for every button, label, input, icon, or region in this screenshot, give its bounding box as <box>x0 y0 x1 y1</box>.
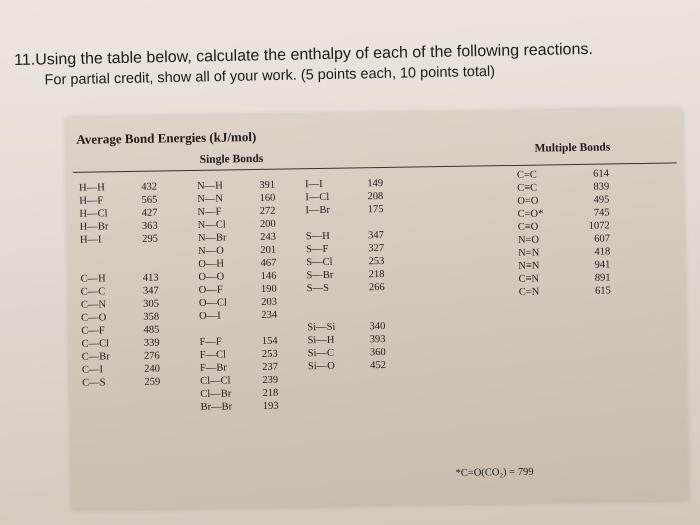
bond-energy: 253 <box>368 256 385 268</box>
bond-row <box>305 203 383 217</box>
bond-energy: 745 <box>593 207 610 219</box>
bond-label: H—Br <box>79 221 109 233</box>
bond-row <box>81 298 159 312</box>
bond-energy: 941 <box>594 259 611 271</box>
bond-energy: 190 <box>260 283 277 295</box>
bond-energy: 340 <box>369 321 386 333</box>
bond-row <box>82 376 160 390</box>
bond-energy: 495 <box>593 194 610 206</box>
single-bonds-col-3 <box>305 177 386 373</box>
bond-energy: 193 <box>262 400 279 412</box>
bond-label: C=C <box>516 169 537 181</box>
bond-row <box>198 231 276 245</box>
bond-label: F—Cl <box>199 349 227 361</box>
bond-label: Si—Si <box>307 321 336 334</box>
multiple-bonds-header: Multiple Bonds <box>534 141 611 155</box>
bond-row <box>198 257 276 271</box>
bond-label: N—N <box>197 193 224 205</box>
bond-energy: 239 <box>262 374 279 386</box>
bond-row <box>200 400 278 414</box>
bond-energy: 418 <box>594 246 611 258</box>
bond-label: N≡N <box>518 260 540 272</box>
bond-energy: 149 <box>367 178 384 190</box>
question-line-2: For partial credit, show all of your work. (5 points each, 10 points total) <box>44 63 496 89</box>
bond-label: Cl—Br <box>200 388 232 400</box>
bond-energy: 272 <box>259 205 276 217</box>
bond-energy: 363 <box>141 220 158 232</box>
bond-label: H—I <box>79 234 102 246</box>
bond-row <box>306 229 384 243</box>
bond-energy: 234 <box>261 309 278 321</box>
bond-row <box>307 281 385 295</box>
bond-row <box>199 309 277 323</box>
footnote: *C=O(CO₂) = 799 <box>455 466 534 479</box>
bond-row <box>197 179 275 193</box>
bond-row <box>306 255 384 269</box>
bond-energy: 1072 <box>588 220 610 232</box>
bond-label: Si—O <box>307 360 335 373</box>
bond-energy: 347 <box>142 285 159 297</box>
bond-label: C—S <box>82 377 106 389</box>
bond-label: O—Cl <box>198 297 228 309</box>
bond-energy: 615 <box>594 285 611 297</box>
row-gap <box>307 294 385 308</box>
bond-label: C≡C <box>517 182 538 194</box>
single-bonds-header: Single Bonds <box>199 152 264 166</box>
bond-energy: 391 <box>259 179 276 191</box>
bond-energy: 146 <box>260 270 277 282</box>
bond-label: C—F <box>81 325 105 337</box>
bond-row <box>307 320 385 334</box>
bond-label: O—I <box>199 310 221 322</box>
bond-row <box>198 218 276 232</box>
bond-row <box>307 333 385 347</box>
bond-label: O=O <box>517 195 539 207</box>
bond-row <box>79 194 157 208</box>
row-gap <box>80 246 158 260</box>
bond-energy: 485 <box>143 324 160 336</box>
bond-row <box>80 272 158 286</box>
bond-label: N—Cl <box>197 219 226 231</box>
single-bonds-col-2 <box>197 179 279 414</box>
bond-energy: 259 <box>144 376 161 388</box>
bond-label: C—N <box>80 299 107 311</box>
bond-energy: 218 <box>262 387 279 399</box>
bond-row <box>308 359 386 373</box>
bond-row <box>198 244 276 258</box>
bond-row <box>200 387 278 401</box>
bond-label: N—H <box>197 180 223 192</box>
bond-energy: 607 <box>594 233 611 245</box>
bond-row <box>306 268 384 282</box>
bond-label: I—Cl <box>305 191 330 204</box>
bond-energy: 565 <box>141 194 158 206</box>
bond-energy: 891 <box>594 272 611 284</box>
bond-label: N=O <box>517 234 540 246</box>
bond-energy: 154 <box>261 335 278 347</box>
bond-label: S—Br <box>306 269 334 282</box>
bond-row <box>200 361 278 375</box>
bond-energy: 276 <box>143 350 160 362</box>
bond-row <box>81 337 159 351</box>
bond-energy: 327 <box>368 243 385 255</box>
multiple-bonds-col <box>517 167 611 298</box>
row-gap <box>306 216 384 230</box>
bond-row <box>199 296 277 310</box>
bond-label: C≡N <box>518 273 540 285</box>
bond-energy: 243 <box>260 231 276 243</box>
bond-row <box>198 270 276 284</box>
bond-energy: 839 <box>593 181 610 193</box>
bond-energy: 393 <box>369 334 386 346</box>
bond-label: C≡O <box>517 221 539 233</box>
bond-energy: 203 <box>261 296 278 308</box>
bond-label: H—F <box>79 195 104 207</box>
single-bonds-col-1 <box>79 181 160 390</box>
bond-label: Br—Br <box>200 401 233 413</box>
bond-energy: 160 <box>259 192 276 204</box>
row-gap <box>199 322 277 336</box>
bond-label: Cl—Cl <box>200 375 231 387</box>
bond-label: C—I <box>81 364 104 376</box>
bond-label: N—O <box>198 245 224 257</box>
bond-label: C=O* <box>517 208 544 220</box>
bond-energy: 237 <box>262 361 279 373</box>
bond-label: Si—H <box>307 334 335 347</box>
bond-label: O—F <box>198 284 223 296</box>
bond-energy: 452 <box>370 360 387 372</box>
bond-row <box>82 350 160 364</box>
bond-label: F—Br <box>199 362 227 374</box>
bond-row <box>305 190 383 204</box>
bond-row <box>81 324 159 338</box>
bond-label: H—H <box>79 182 105 194</box>
bond-row <box>197 205 275 219</box>
bond-row <box>305 177 383 191</box>
bond-row <box>81 311 159 325</box>
row-gap <box>307 307 385 321</box>
question-line-1: 11.Using the table below, calculate the enthalpy of each of the following reactions. <box>14 40 594 69</box>
bond-energy: 208 <box>367 191 384 203</box>
bond-energy: 295 <box>142 233 158 245</box>
bond-label: C—O <box>81 312 107 324</box>
bond-label: F—F <box>199 336 222 348</box>
bond-row <box>80 233 158 247</box>
bond-energy: 358 <box>143 311 160 323</box>
bond-energy: 175 <box>367 204 384 216</box>
bond-label: Si—C <box>307 347 335 360</box>
bond-label: H—Cl <box>79 208 108 220</box>
bond-energy: 413 <box>142 272 159 284</box>
bond-energy-table <box>66 108 688 510</box>
bond-label: I—I <box>304 178 323 191</box>
bond-energy: 200 <box>259 218 276 230</box>
bond-label: N—F <box>197 206 222 218</box>
bond-energy: 347 <box>368 230 384 242</box>
bond-label: N—Br <box>197 232 227 244</box>
bond-label: S—F <box>306 243 329 256</box>
bond-label: S—H <box>305 230 330 243</box>
table-title: Average Bond Energies (kJ/mol) <box>76 129 257 147</box>
bond-row <box>199 335 277 349</box>
bond-label: O—H <box>198 258 225 270</box>
bond-label: N=N <box>518 247 540 259</box>
bond-row <box>308 346 386 360</box>
bond-energy: 339 <box>143 337 160 349</box>
bond-row <box>79 181 157 195</box>
bond-label: I—Br <box>305 204 331 217</box>
bond-energy: 253 <box>261 348 278 360</box>
bond-label: C—Cl <box>81 338 110 350</box>
bond-label: S—Cl <box>306 256 333 269</box>
bond-row <box>80 220 158 234</box>
bond-row <box>81 285 159 299</box>
bond-label: C—H <box>80 273 106 285</box>
bond-energy: 266 <box>368 282 385 294</box>
bond-label: O—O <box>198 271 225 283</box>
bond-energy: 614 <box>593 168 610 180</box>
bond-row <box>197 192 275 206</box>
bond-energy: 305 <box>143 298 160 310</box>
bond-energy: 427 <box>141 207 158 219</box>
bond-energy: 467 <box>260 257 277 269</box>
bond-energy: 201 <box>260 244 277 256</box>
bond-row <box>82 363 160 377</box>
bond-row <box>200 348 278 362</box>
bond-energy: 218 <box>368 269 385 281</box>
bond-label: S—S <box>306 282 329 295</box>
bond-energy: 432 <box>141 181 158 193</box>
bond-label: C=N <box>518 286 540 298</box>
bond-label: C—Br <box>81 351 110 363</box>
bond-energy: 240 <box>144 363 161 375</box>
bond-row <box>519 284 611 298</box>
bond-energy: 360 <box>369 347 386 359</box>
bond-row <box>200 374 278 388</box>
row-gap <box>80 259 158 273</box>
bond-row <box>199 283 277 297</box>
bond-row <box>79 207 157 221</box>
bond-label: C—C <box>80 286 106 298</box>
bond-row <box>306 242 384 256</box>
